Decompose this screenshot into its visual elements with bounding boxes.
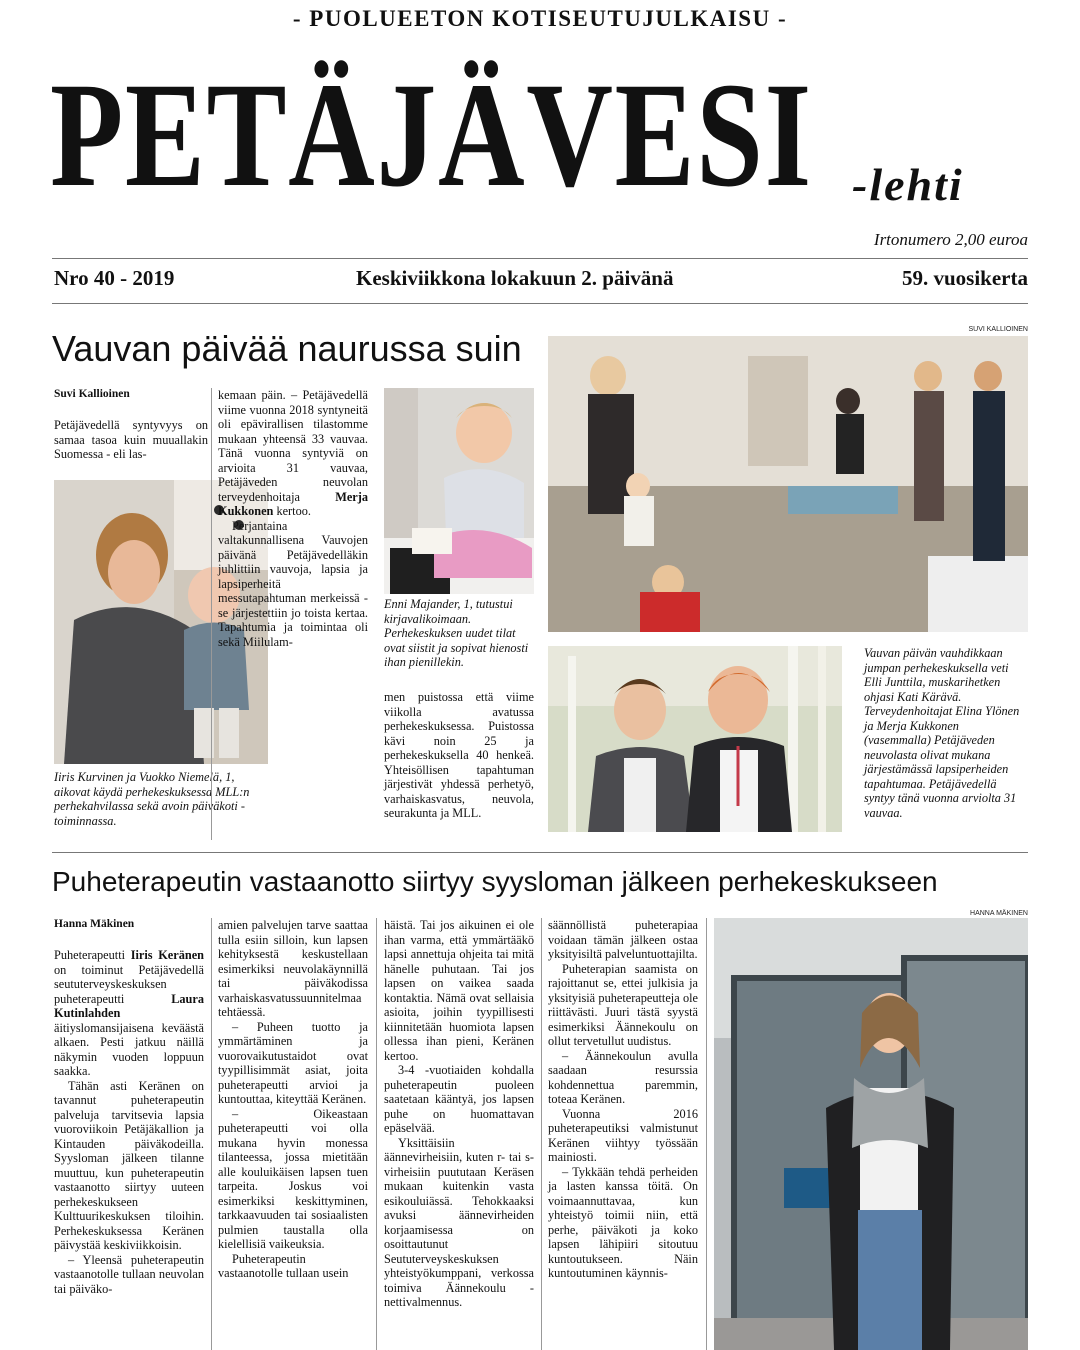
article2-photo-therapist [714, 918, 1028, 1350]
column-rule [211, 388, 212, 840]
masthead-title: PETÄJÄVESI [50, 52, 813, 218]
article1-col1-text: Petäjävedellä syntyvyys on samaa tasoa kuin muuallakin Suomessa - eli las- [54, 418, 208, 461]
article2-col1-text: Puheterapeutti Iiris Keränen on toiminut Petäjävedellä seututerveyskeskuksen puheterapeutti Laura Kutinlahden äitiyslomansijaisena keväästä alkaen. Pesti jatkuu näillä näkymin vuoden loppuun saakka. Tähän asti Keränen on tavannut puheterapeutin palveluja tarvitsevia lapsia vuoroviikoin Petäjäkallion ja Kintauden päiväkodeilla. Syysloman jälkeen tilanne muuttuu, kun puheterapeutin vastaanotto siirtyy uuteen perhekeskukseen Kulttuurikeskuksen tiloihin. Perhekeskuksessa Keränen päivystää keskiviikkoisin. – Yleensä puheterapeutin vastaanotolle tullaan neuvolan tai päiväko- [54, 948, 204, 1296]
price: Irtonumero 2,00 euroa [873, 230, 1028, 249]
article2-photo-credit: HANNA MÄKINEN [970, 910, 1028, 917]
issue-date: Keskiviikkona lokakuun 2. päivänä [356, 266, 674, 290]
article1-col2-text: kemaan päin. – Petäjävedellä viime vuonna 2018 syntyneitä oli epävirallisen tilastomme mukaan yhteensä 33 vauvaa. Tänä vuonna syntyviä on arvioita 31 vauvaa, Petäjäveden neuvolan terveydenhoitaja Merja Kukkonen kertoo. Perjantaina valtakunnallisena Vauvojen päivänä Petäjävedelläkin juhlittiin vauvoja, lapsia ja lapsiperheitä messutapahtuman merkeissä - se järjestettiin jo toista kertaa. Tapahtumia ja toimintaa oli sekä Miilulam- [218, 388, 368, 649]
column-rule [376, 918, 377, 1350]
article1-byline: Suvi Kallioinen [54, 388, 130, 400]
article1-photo-credit: SUVI KALLIOINEN [968, 326, 1028, 333]
article2-byline: Hanna Mäkinen [54, 918, 135, 930]
column-rule [541, 918, 542, 1350]
article-divider [52, 852, 1028, 853]
article1-photo-baby-gym [548, 336, 1028, 632]
article1-caption-mother: Iiris Kurvinen ja Vuokko Niemelä, 1, aikovat käydä perhekeskuksessa MLL:n perhekahvilassa sekä avoin päiväkoti -toiminnassa. [54, 770, 250, 828]
masthead-rule-bottom [52, 303, 1028, 304]
article1-col3-text: men puistossa että viime viikolla avatussa perhekeskuksessa. Puistossa kävi noin 25 ja perhekeskuksella 40 henkeä. Yhteisöllisen tapahtuman järjestivät yhdessä perhetyö, varhaiskasvatus, neuvola, seurakunta ja MLL. [384, 690, 534, 820]
article1-photo-child [384, 388, 534, 594]
masthead-tagline: - PUOLUEETON KOTISEUTUJULKAISU - [292, 6, 788, 31]
article1-photo-nurses [548, 646, 842, 832]
article2-col4-text: säännöllistä puheterapiaa voidaan tämän jälkeen ostaa yksityisiltä palveluntuottajilta. Puheterapian saamista on rajoittanut se, ettei julkisia ja yksityisiä puheterapeutteja ole riittävästi. Juuri tästä syystä esimerkiksi Äännekoulu on ollut tervetullut uudistus. – Äännekoulun avulla saadaan resurssia kohdennettua paremmin, toteaa Keränen. Vuonna 2016 puheterapeutiksi valmistunut Keränen viihtyy työssään mainiosti. – Tykkään tehdä perheiden ja lasten kanssa töitä. On voimaannuttavaa, kun yhteistyö toimii niin, että perhe, päiväkoti ja koko lapsen lähipiiri sitoutuu kuntoutukseen. Näin kuntoutuminen käynnis- [548, 918, 698, 1280]
issue-volume: 59. vuosikerta [902, 266, 1028, 290]
article1-caption-child: Enni Majander, 1, tutustui kirjavalikoimaan. Perhekeskuksen uudet tilat ovat siistit ja sopivat hienosti ihan pienillekin. [384, 597, 529, 669]
article2-headline: Puheterapeutin vastaanotto siirtyy syysloman jälkeen perhekeskukseen [52, 866, 938, 897]
column-rule [706, 918, 707, 1350]
article2-col3-text: häistä. Tai jos aikuinen ei ole ihan varma, että ymmärtääkö lapsi annettuja ohjeita tai mitä hänelle puhutaan. Tai jos lapsen on vaikea saada kontaktia. Nämä ovat sellaisia asioita, joihin tyypillisesti kiinnitetään huomiota lapsen ollessa ihan pieni, Keränen kertoo. 3-4 -vuotiaiden kohdalla puheterapeutin puoleen saatetaan kääntyä, jos lapsen puhe on huomattavan epäselvää. Yksittäisiin äännevirheisiin, kuten r- tai s-virheisiin puututaan Keräsen mukaan kuitenkin vasta esikouluiässä. Tehokkaaksi avuksi äännevirheiden korjaamisessa on osoittautunut Seututerveyskeskuksen yhteistyökumppani, verkossa toimiva Äännekoulu -nettivalmennus. [384, 918, 534, 1309]
article1-headline: Vauvan päivää naurussa suin [52, 328, 522, 369]
masthead-title-suffix: -lehti [852, 159, 964, 210]
article1-caption-right: Vauvan päivän vauhdikkaan jumpan perhekeskuksella veti Elli Junttila, muskarihetken ohjasi Kati Kärävä. Terveydenhoitajat Elina Ylönen ja Merja Kukkonen (vasemmalla) Petäjäveden neuvolasta olivat mukana järjestämässä lapsiperheiden tapahtumaa. Petäjävedellä syntyy tänä vuonna arviolta 31 vauvaa. [864, 646, 1020, 820]
masthead-rule-top [52, 258, 1028, 259]
column-rule [211, 918, 212, 1350]
article2-col2-text: amien palvelujen tarve saattaa tulla esiin silloin, kun lapsen kehityksestä keskustellaan esimerkiksi neuvolakäynnillä tai päiväkodissa varhaiskasvatussuunnitelmaa tehtäessä. – Puheen tuotto ja ymmärtäminen ja vuorovaikutustaidot ovat tyypillisimmät asiat, joita puheterapeutti arvioi ja kuntouttaa, kiteyttää Keränen. – Oikeastaan puheterapeutti voi olla mukana hyvin monessa tilanteessa, jossa mietitään alle kouluikäisen lapsen tuen tarpeita. Joskus voi esimerkiksi keskittyminen, tarkkaavuuden tai sosiaalisten pulmien taustalla olla kielellisiä vaikeuksia. Puheterapeutin vastaanotolle tullaan usein [218, 918, 368, 1280]
issue-number: Nro 40 - 2019 [54, 266, 175, 290]
